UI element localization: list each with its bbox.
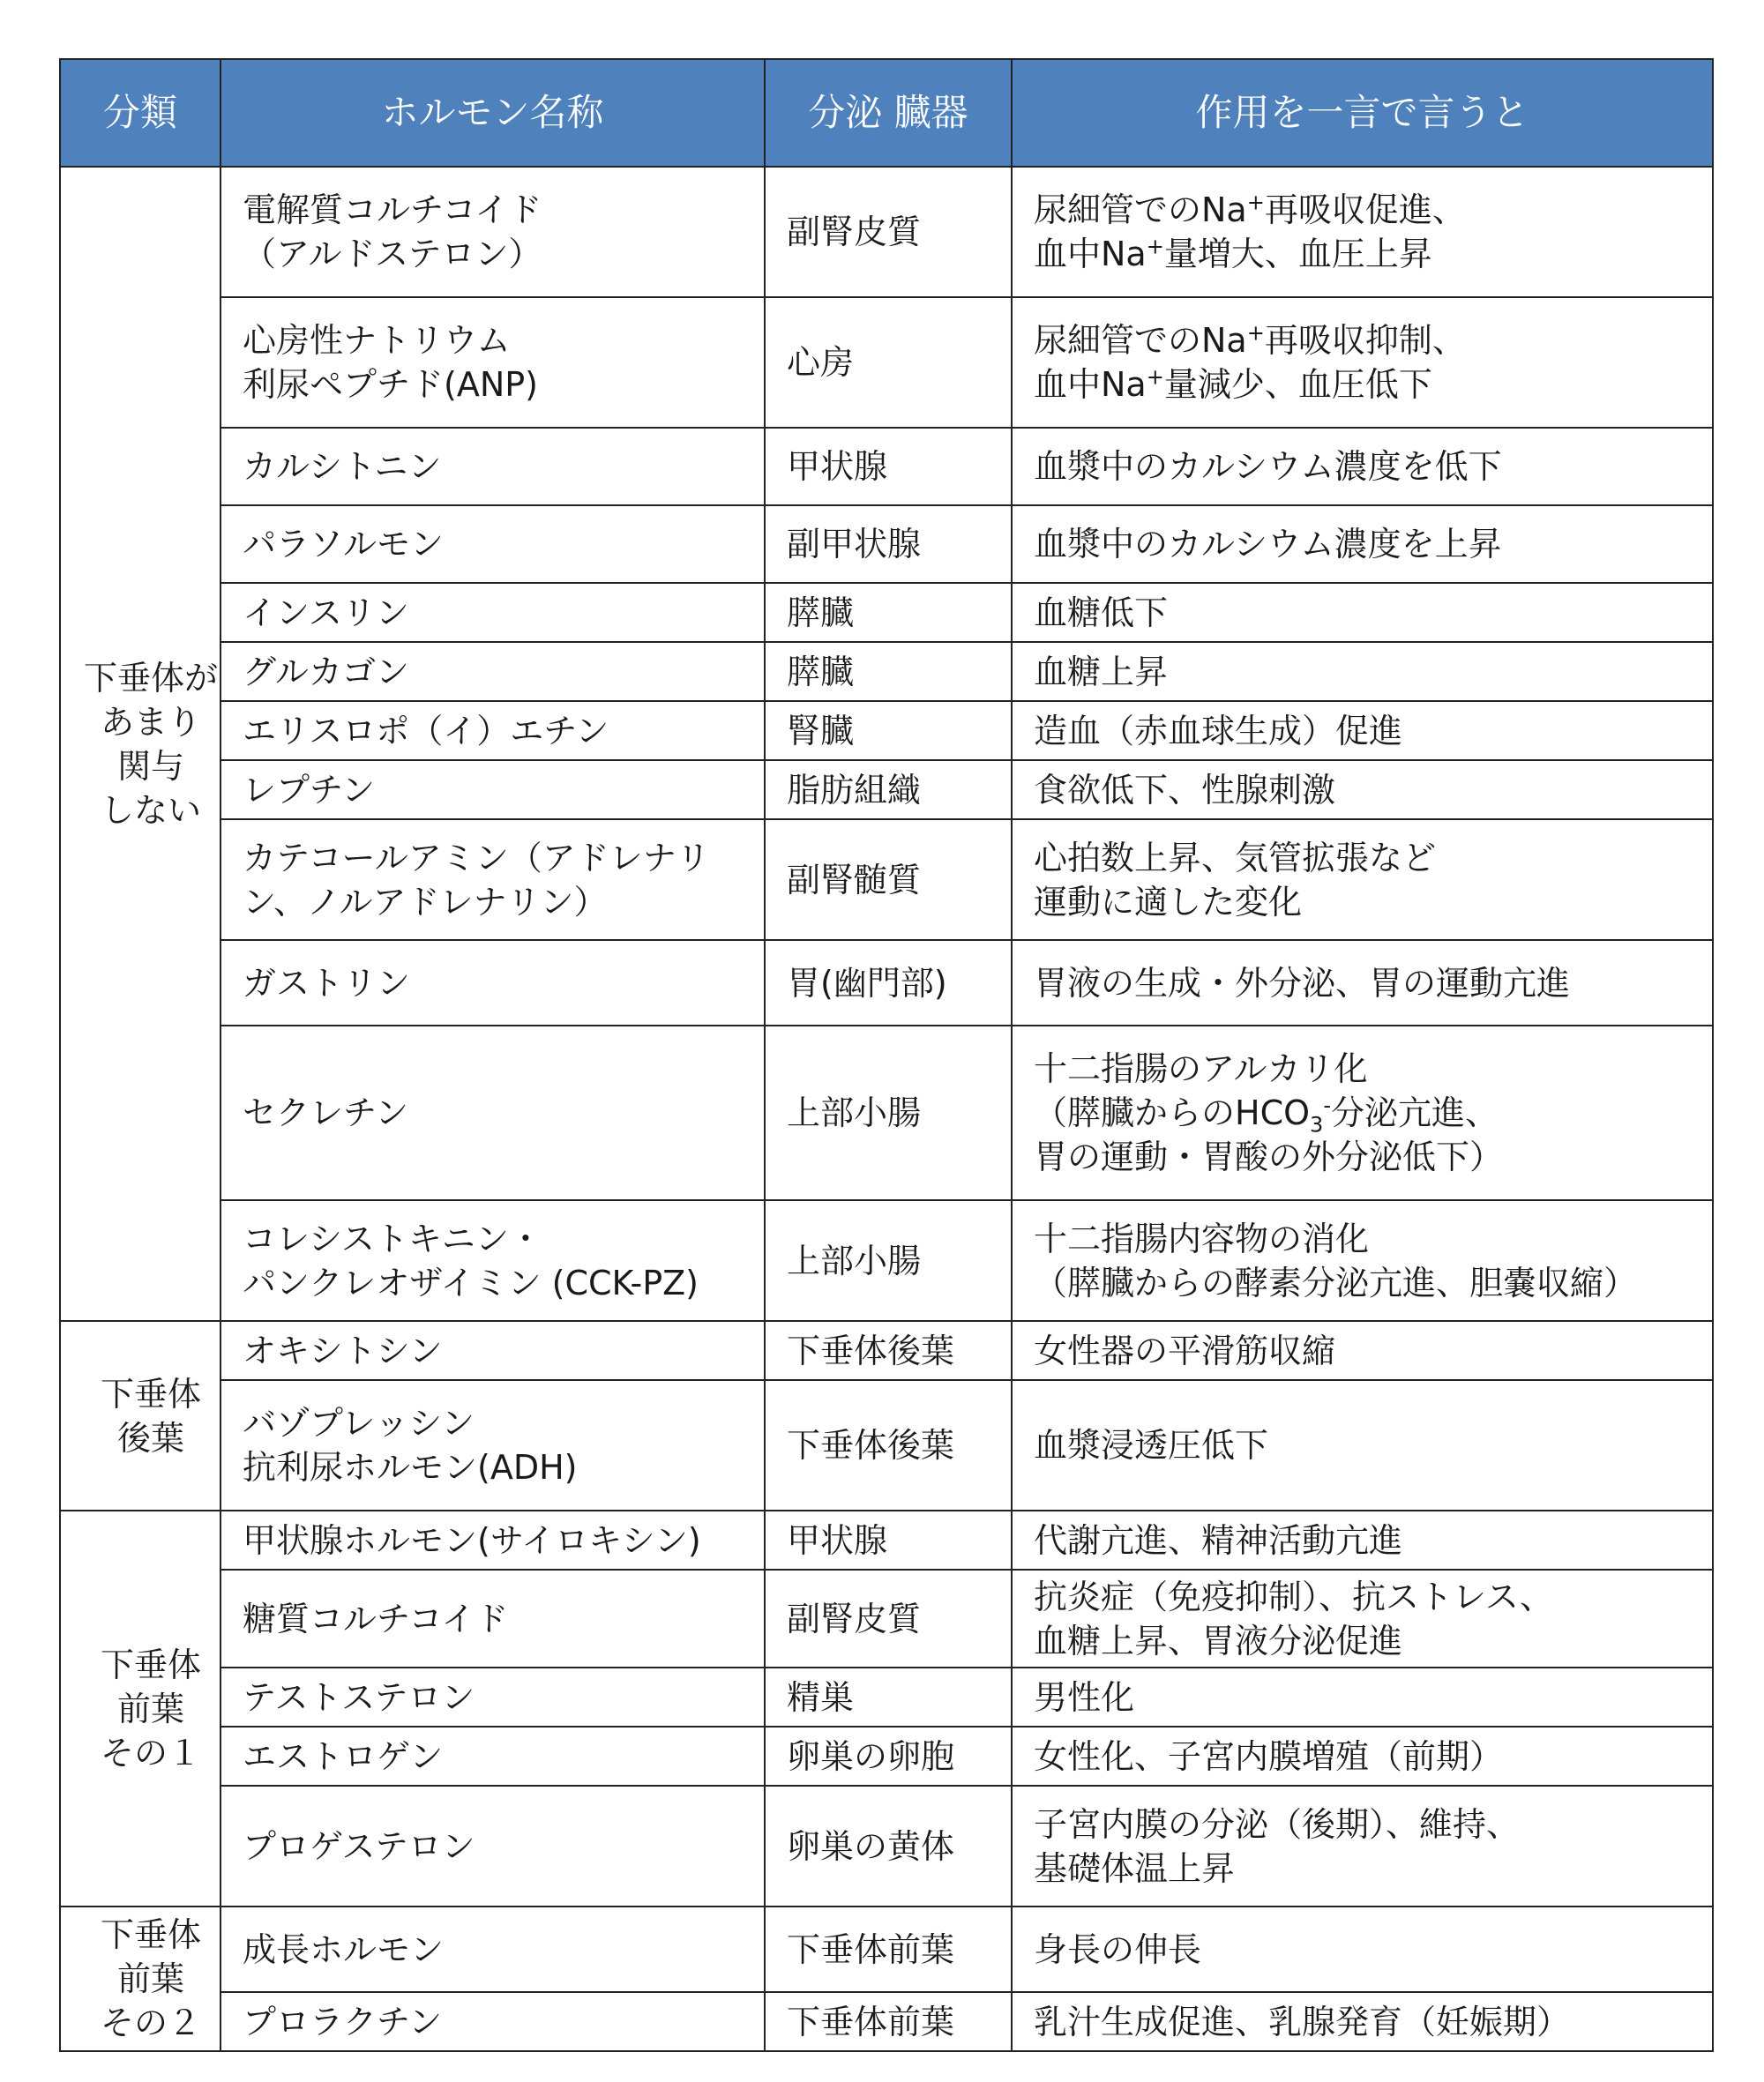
hormone-name-cell	[220, 1786, 765, 1907]
effect-line: 血中Na+量減少、血圧低下	[1034, 364, 1432, 404]
effect-line: 乳汁生成促進、乳腺発育（妊娠期）	[1034, 2002, 1571, 2041]
hormone-name: ン、ノルアドレナリン）	[243, 882, 608, 922]
hormone-name: レプチン	[243, 770, 376, 810]
effect-line: 心拍数上昇、気管拡張など	[1034, 838, 1437, 877]
effect-line: 抗炎症（免疫抑制）、抗ストレス、	[1034, 1577, 1554, 1616]
hormone-table	[59, 58, 1714, 2052]
header-organ-line2: 臓器	[893, 91, 968, 134]
table-row	[60, 297, 1713, 428]
table-row	[60, 1907, 1713, 1992]
effect-line: 十二指腸内容物の消化	[1034, 1219, 1370, 1258]
effect-cell	[1012, 1907, 1713, 1992]
category-line: 下垂体が	[83, 658, 218, 698]
category-cell	[60, 1511, 220, 1907]
organ-cell: 腎臓	[765, 701, 1012, 760]
table-row	[60, 1570, 1713, 1668]
effect-line: 胃の運動・胃酸の外分泌低下）	[1034, 1138, 1504, 1176]
hormone-name: パラソルモン	[243, 525, 445, 563]
table-row	[60, 701, 1713, 760]
table-row	[60, 642, 1713, 701]
table-row	[60, 1200, 1713, 1321]
hormone-name-cell	[220, 1570, 765, 1668]
effect-line: 男性化	[1034, 1677, 1135, 1717]
category-line: 前葉	[116, 1959, 184, 1998]
effect-cell	[1012, 760, 1713, 819]
effect-line: 尿細管でのNa+再吸収促進、	[1034, 190, 1466, 229]
table-row	[60, 1668, 1713, 1727]
effect-line: 十二指腸のアルカリ化	[1034, 1049, 1368, 1088]
effect-line: 代謝亢進、精神活動亢進	[1034, 1520, 1403, 1560]
category-line: あまり	[100, 702, 201, 742]
category-line: 後葉	[116, 1418, 184, 1458]
header-hormone-name: ホルモン名称	[220, 59, 765, 167]
category-line: 関与	[116, 746, 184, 786]
effect-cell	[1012, 428, 1713, 505]
hormone-name: カルシトニン	[243, 447, 442, 486]
hormone-name: 心房性ナトリウム	[243, 321, 511, 360]
effect-line: 子宮内膜の分泌（後期）、維持、	[1034, 1804, 1521, 1844]
category-cell	[60, 1907, 220, 2051]
hormone-name-cell	[220, 428, 765, 505]
hormone-name-cell	[220, 1668, 765, 1727]
hormone-name-cell	[220, 505, 765, 583]
effect-line: 血糖上昇、胃液分泌促進	[1034, 1621, 1403, 1660]
hormone-name: （アルドステロン）	[243, 235, 542, 273]
effect-line: 身長の伸長	[1034, 1929, 1202, 1969]
effect-cell	[1012, 642, 1713, 701]
effect-line: 血漿中のカルシウム濃度を低下	[1034, 447, 1502, 486]
category-line: その１	[100, 1733, 201, 1772]
effect-line: 血糖上昇	[1034, 652, 1169, 691]
effect-cell	[1012, 701, 1713, 760]
category-line: 下垂体	[100, 1645, 201, 1684]
table-row	[60, 167, 1713, 297]
hormone-name: グルカゴン	[243, 652, 409, 691]
effect-line: 血漿浸透圧低下	[1034, 1426, 1269, 1465]
table-row	[60, 1511, 1713, 1570]
hormone-name: セクレチン	[243, 1093, 409, 1132]
hormone-name-cell	[220, 819, 765, 940]
effect-cell	[1012, 1786, 1713, 1907]
effect-line: 食欲低下、性腺刺激	[1034, 770, 1336, 810]
hormone-name-cell	[220, 1380, 765, 1511]
organ-cell: 甲状腺	[765, 1511, 1012, 1570]
hormone-name-cell	[220, 1727, 765, 1786]
table-row	[60, 583, 1713, 642]
effect-line: （膵臓からの$HCO_3^-$分泌亢進、	[1034, 1093, 1499, 1138]
table-row	[60, 1786, 1713, 1907]
effect-cell	[1012, 583, 1713, 642]
organ-cell: 精巣	[765, 1668, 1012, 1727]
hormone-name-cell	[220, 1321, 765, 1380]
organ-cell: 副腎皮質	[765, 167, 1012, 297]
hormone-name-cell	[220, 760, 765, 819]
hormone-name: エストロゲン	[243, 1736, 444, 1776]
hormone-name-cell	[220, 940, 765, 1026]
table-row	[60, 1727, 1713, 1786]
category-cell	[60, 167, 220, 1321]
effect-cell	[1012, 819, 1713, 940]
table-row	[60, 428, 1713, 505]
effect-line: （膵臓からの酵素分泌亢進、胆嚢収縮）	[1034, 1263, 1638, 1302]
header-effect: 作用を一言で言うと	[1012, 59, 1713, 167]
hormone-name: 糖質コルチコイド	[243, 1599, 509, 1638]
hormone-name: パンクレオザイミン (CCK-PZ)	[243, 1263, 699, 1302]
hormone-name: ガストリン	[243, 963, 411, 1003]
hormone-name: 甲状腺ホルモン(サイロキシン)	[243, 1520, 701, 1560]
organ-cell: 胃(幽門部)	[765, 940, 1012, 1026]
effect-cell	[1012, 940, 1713, 1026]
table-row	[60, 505, 1713, 583]
hormone-name: インスリン	[243, 593, 409, 632]
effect-cell	[1012, 1570, 1713, 1668]
organ-cell: 上部小腸	[765, 1200, 1012, 1321]
hormone-name: エリスロポ（イ）エチン	[243, 711, 609, 750]
organ-cell: 上部小腸	[765, 1026, 1012, 1200]
hormone-name-cell	[220, 1907, 765, 1992]
organ-cell: 下垂体前葉	[765, 1907, 1012, 1992]
hormone-name: オキシトシン	[243, 1331, 443, 1370]
effect-cell	[1012, 1511, 1713, 1570]
header-category: 分類	[60, 59, 220, 167]
organ-cell: 心房	[765, 297, 1012, 428]
hormone-name-cell	[220, 297, 765, 428]
hormone-name-cell	[220, 1026, 765, 1200]
hormone-name-cell	[220, 1200, 765, 1321]
effect-line: 造血（赤血球生成）促進	[1034, 711, 1403, 750]
table-row	[60, 940, 1713, 1026]
effect-line: 血中Na+量増大、血圧上昇	[1034, 234, 1432, 273]
effect-line: 女性化、子宮内膜増殖（前期）	[1034, 1736, 1504, 1776]
effect-line: 血糖低下	[1034, 593, 1169, 632]
effect-line: 血漿中のカルシウム濃度を上昇	[1034, 525, 1502, 563]
effect-cell	[1012, 1992, 1713, 2051]
category-line: その２	[100, 2004, 201, 2042]
effect-line: 基礎体温上昇	[1034, 1848, 1236, 1888]
table-row	[60, 1321, 1713, 1380]
effect-line: 女性器の平滑筋収縮	[1034, 1331, 1336, 1370]
hormone-name-cell	[220, 1511, 765, 1570]
hormone-name: コレシストキニン・	[243, 1219, 542, 1258]
hormone-name-cell	[220, 701, 765, 760]
effect-cell	[1012, 167, 1713, 297]
hormone-name: カテコールアミン（アドレナリ	[243, 838, 710, 877]
hormone-name-cell	[220, 642, 765, 701]
hormone-name: プロゲステロン	[243, 1826, 475, 1866]
effect-cell	[1012, 1380, 1713, 1511]
hormone-name-cell	[220, 167, 765, 297]
organ-cell: 下垂体前葉	[765, 1992, 1012, 2051]
effect-line: 運動に適した変化	[1034, 882, 1303, 922]
table-row	[60, 1026, 1713, 1200]
effect-cell	[1012, 1200, 1713, 1321]
organ-cell: 副腎皮質	[765, 1570, 1012, 1668]
organ-cell: 下垂体後葉	[765, 1321, 1012, 1380]
table-row	[60, 819, 1713, 940]
organ-cell: 卵巣の黄体	[765, 1786, 1012, 1907]
hormone-name: 抗利尿ホルモン(ADH)	[243, 1448, 578, 1487]
hormone-name: テストステロン	[243, 1677, 475, 1717]
effect-line: 尿細管でのNa+再吸収抑制、	[1034, 320, 1466, 360]
hormone-name: 利尿ペプチド(ANP)	[243, 365, 538, 404]
organ-cell: 卵巣の卵胞	[765, 1727, 1012, 1786]
category-line: 下垂体	[100, 1374, 201, 1414]
hormone-name: プロラクチン	[243, 2002, 443, 2041]
organ-cell: 副甲状腺	[765, 505, 1012, 583]
effect-line: 胃液の生成・外分泌、胃の運動亢進	[1034, 963, 1571, 1003]
category-cell	[60, 1321, 220, 1511]
table-row	[60, 1380, 1713, 1511]
table-row	[60, 1992, 1713, 2051]
hormone-name: 成長ホルモン	[243, 1929, 445, 1969]
effect-cell	[1012, 1727, 1713, 1786]
table-header	[60, 59, 1713, 167]
header-secreting-organ	[765, 59, 1012, 167]
header-organ-line1: 分泌	[808, 91, 883, 134]
category-line: 前葉	[116, 1689, 184, 1728]
effect-cell	[1012, 1026, 1713, 1200]
hormone-name-cell	[220, 583, 765, 642]
category-line: 下垂体	[100, 1915, 201, 1954]
effect-cell	[1012, 505, 1713, 583]
organ-cell: 甲状腺	[765, 428, 1012, 505]
organ-cell: 膵臓	[765, 642, 1012, 701]
organ-cell: 脂肪組織	[765, 760, 1012, 819]
effect-cell	[1012, 297, 1713, 428]
organ-cell: 副腎髄質	[765, 819, 1012, 940]
hormone-name-cell	[220, 1992, 765, 2051]
effect-cell	[1012, 1321, 1713, 1380]
table-row	[60, 760, 1713, 819]
organ-cell: 下垂体後葉	[765, 1380, 1012, 1511]
hormone-name: 電解質コルチコイド	[243, 190, 542, 229]
organ-cell: 膵臓	[765, 583, 1012, 642]
effect-cell	[1012, 1668, 1713, 1727]
hormone-name: バゾプレッシン	[243, 1404, 475, 1443]
category-line: しない	[100, 790, 201, 830]
